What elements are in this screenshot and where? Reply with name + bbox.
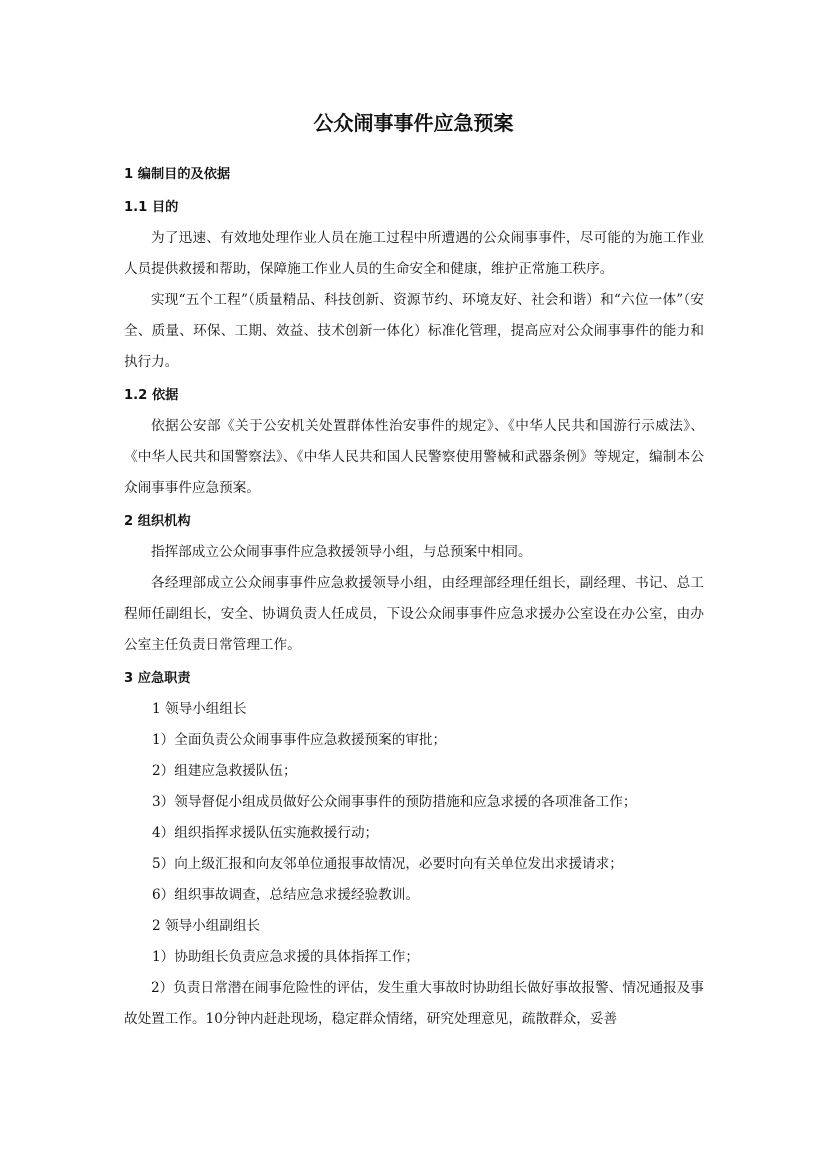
list-item: 6）组织事故调查，总结应急求援经验教训。 (152, 887, 419, 903)
document-body (124, 157, 704, 1035)
section-heading: 1.2 依据 (124, 388, 179, 403)
paragraph: 实现“五个工程”（质量精品、科技创新、资源节约、环境友好、社会和谐）和“六位一体”（安全、质量、环保、工期、效益、技术创新一体化）标准化管理，提高应对公众闹事事件的能力和执行力。 (124, 292, 704, 370)
list-item: 5）向上级汇报和向友邻单位通报事故情况，必要时向有关单位发出求援请求； (152, 856, 623, 872)
document-title: 公众闹事事件应急预案 (313, 111, 514, 135)
list-item: 3）领导督促小组成员做好公众闹事事件的预防措施和应急求援的各项准备工作； (152, 794, 637, 810)
list-item: 2）组建应急救援队伍； (152, 763, 297, 779)
list-item: 1）全面负责公众闹事事件应急救援预案的审批； (152, 732, 447, 748)
section-heading: 3 应急职责 (124, 671, 191, 686)
paragraph: 各经理部成立公众闹事事件应急救援领导小组，由经理部经理任组长，副经理、书记、总工程师任副组长，安全、协调负责人任成员，下设公众闹事事件应急求援办公室设在办公室，由办公室主任负责日常管理工作。 (124, 575, 704, 653)
paragraph: 指挥部成立公众闹事事件应急救援领导小组，与总预案中相同。 (151, 544, 532, 560)
list-item: 4）组织指挥求援队伍实施救援行动； (152, 825, 379, 841)
section-heading: 2 组织机构 (124, 514, 191, 529)
section-heading: 1.1 目的 (124, 200, 179, 215)
list-item: 1）协助组长负责应急求援的具体指挥工作； (152, 949, 419, 965)
list-item: 1 领导小组组长 (152, 701, 247, 717)
paragraph: 为了迅速、有效地处理作业人员在施工过程中所遭遇的公众闹事事件，尽可能的为施工作业人员提供救援和帮助，保障施工作业人员的生命安全和健康，维护正常施工秩序。 (124, 230, 704, 277)
paragraph: 2）负责日常潜在闹事危险性的评估，发生重大事故时协助组长做好事故报警、情况通报及事故处置工作。10分钟内赶赴现场，稳定群众情绪，研究处理意见，疏散群众，妥善 (124, 980, 704, 1027)
list-item: 2 领导小组副组长 (152, 918, 261, 934)
section-heading: 1 编制目的及依据 (124, 167, 231, 182)
paragraph: 依据公安部《关于公安机关处置群体性治安事件的规定》、《中华人民共和国游行示威法》、《中华人民共和国警察法》、《中华人民共和国人民警察使用警械和武器条例》等规定，编制本公众闹事事件应急预案。 (124, 418, 704, 496)
